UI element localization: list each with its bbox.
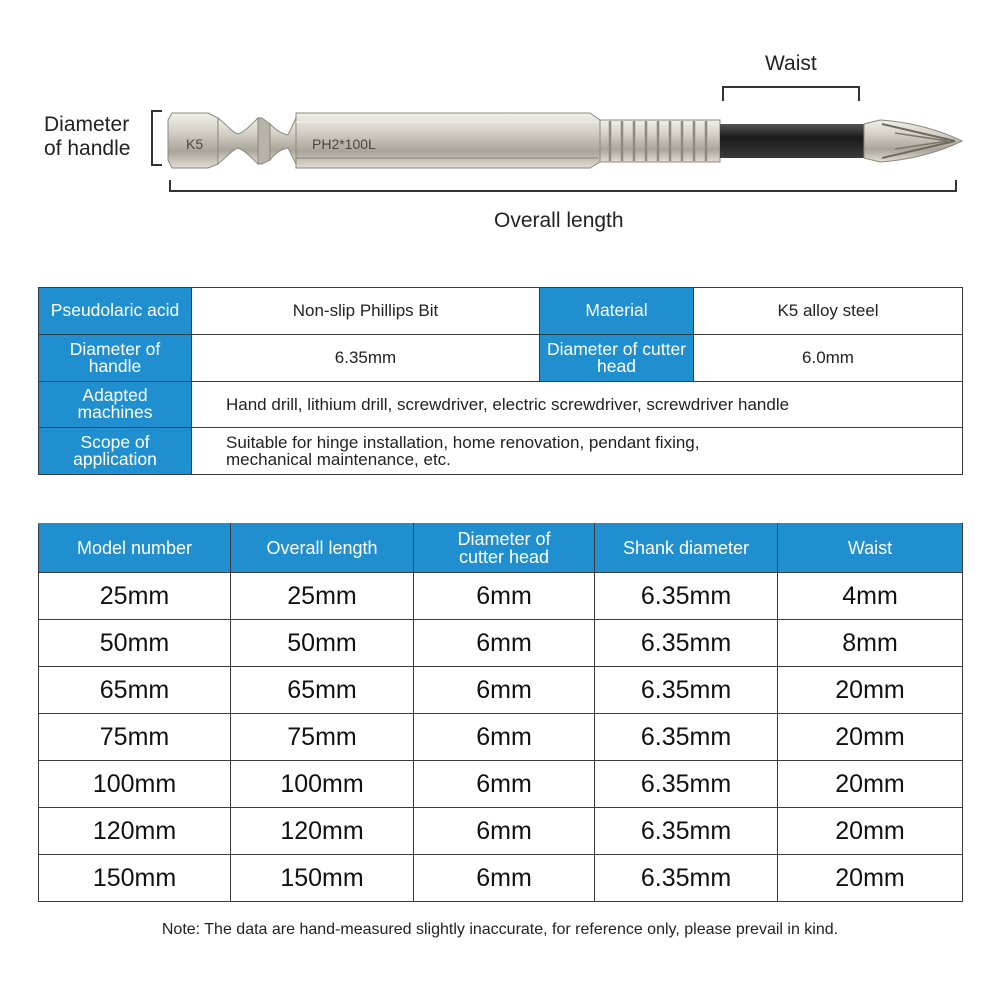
table-cell: 65mm (39, 667, 231, 714)
spec-row (39, 381, 963, 428)
table-cell: 100mm (231, 761, 414, 808)
spec-label: Diameter of handle (39, 334, 192, 381)
footnote: Note: The data are hand-measured slightly inaccurate, for reference only, please prevail in kind. (161, 921, 839, 938)
table-cell: 75mm (231, 714, 414, 761)
table-cell: 6mm (414, 855, 595, 902)
table-cell: 20mm (778, 808, 963, 855)
bit-diagram (0, 0, 1000, 250)
table-cell: 120mm (39, 808, 231, 855)
diameter-label-line1: Diameter (44, 113, 130, 136)
spec-value: K5 alloy steel (694, 288, 963, 335)
spec-table (38, 287, 963, 475)
table-row (39, 714, 963, 761)
screwdriver-bit-illustration (0, 0, 1000, 250)
table-cell: 75mm (39, 714, 231, 761)
diameter-bracket (152, 111, 162, 165)
spec-label: Pseudolaric acid (39, 288, 192, 335)
spec-row (39, 334, 963, 381)
table-cell: 6mm (414, 620, 595, 667)
table-cell: 6.35mm (595, 714, 778, 761)
table-row (39, 667, 963, 714)
table-cell: 4mm (778, 573, 963, 620)
spec-label: Material (540, 288, 694, 335)
table-cell: 50mm (231, 620, 414, 667)
table-row (39, 808, 963, 855)
spec-row (39, 428, 963, 475)
spec-label: Diameter of cutter head (540, 334, 694, 381)
table-cell: 6mm (414, 808, 595, 855)
table-cell: 100mm (39, 761, 231, 808)
table-cell: 6.35mm (595, 573, 778, 620)
table-cell: 6.35mm (595, 667, 778, 714)
spec-label: Scope of application (39, 428, 192, 475)
model-header: Waist (778, 524, 963, 573)
overall-length-label: Overall length (494, 209, 624, 232)
table-cell: 150mm (231, 855, 414, 902)
table-cell: 25mm (231, 573, 414, 620)
spec-label: Adapted machines (39, 381, 192, 428)
table-cell: 20mm (778, 714, 963, 761)
model-header-row (39, 524, 963, 573)
table-cell: 8mm (778, 620, 963, 667)
model-header: Overall length (231, 524, 414, 573)
table-cell: 6.35mm (595, 620, 778, 667)
bit-mark-k5: K5 (186, 136, 204, 152)
table-cell: 6mm (414, 714, 595, 761)
spec-value: 6.0mm (694, 334, 963, 381)
spec-value: Suitable for hinge installation, home renovation, pendant fixing, mechanical maintenance, etc. (192, 428, 963, 475)
table-row (39, 761, 963, 808)
waist-label: Waist (765, 52, 817, 75)
table-cell: 6.35mm (595, 761, 778, 808)
spec-value: Non-slip Phillips Bit (192, 288, 540, 335)
model-header: Shank diameter (595, 524, 778, 573)
table-cell: 6.35mm (595, 855, 778, 902)
diameter-label-line2: of handle (44, 137, 131, 160)
spec-value: 6.35mm (192, 334, 540, 381)
table-cell: 25mm (39, 573, 231, 620)
model-header: Model number (39, 524, 231, 573)
overall-length-line (170, 180, 956, 192)
table-row (39, 620, 963, 667)
model-table (38, 523, 963, 902)
bit-mark-model: PH2*100L (312, 136, 376, 152)
table-cell: 50mm (39, 620, 231, 667)
model-header: Diameter of cutter head (414, 524, 595, 573)
table-cell: 6mm (414, 761, 595, 808)
spec-value: Hand drill, lithium drill, screwdriver, electric screwdriver, screwdriver handle (192, 381, 963, 428)
table-cell: 20mm (778, 855, 963, 902)
table-cell: 20mm (778, 667, 963, 714)
table-cell: 6.35mm (595, 808, 778, 855)
table-cell: 65mm (231, 667, 414, 714)
black-waist (720, 124, 864, 158)
table-cell: 150mm (39, 855, 231, 902)
table-cell: 120mm (231, 808, 414, 855)
waist-bracket (723, 87, 859, 101)
table-cell: 6mm (414, 667, 595, 714)
table-cell: 20mm (778, 761, 963, 808)
table-cell: 6mm (414, 573, 595, 620)
table-row (39, 573, 963, 620)
spec-row (39, 288, 963, 335)
table-row (39, 855, 963, 902)
